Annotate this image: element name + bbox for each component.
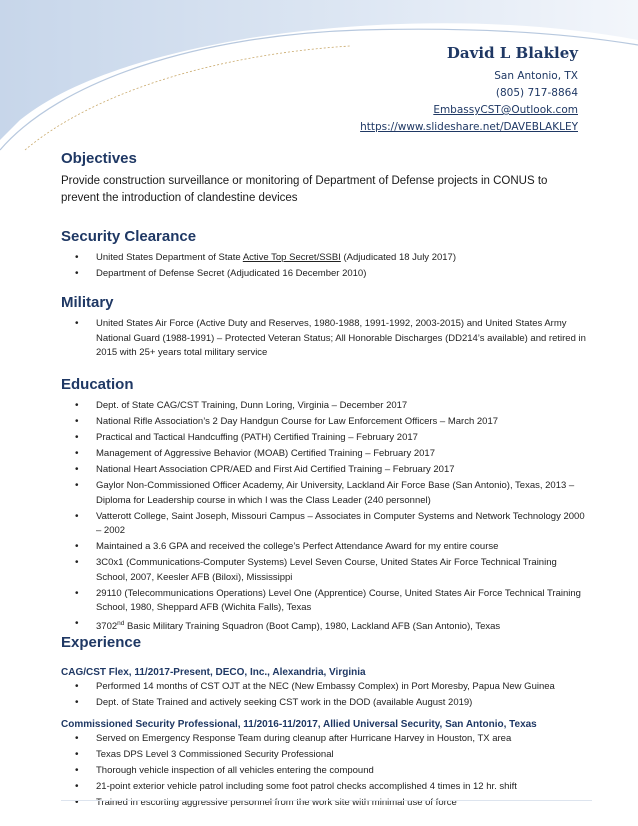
email-link[interactable]: EmbassyCST@Outlook.com — [433, 104, 578, 116]
job-duties-list — [61, 732, 591, 811]
list-item: • Dept. of State CAG/CST Training, Dunn Loring, Virginia – December 2017 — [61, 399, 591, 414]
clearance-list — [61, 251, 591, 282]
list-item: • 21-point exterior vehicle patrol including some foot patrol checks accomplished 4 times in 12 hr. shift — [61, 780, 591, 795]
education-heading: Education — [61, 376, 134, 393]
list-item: • Management of Aggressive Behavior (MOAB) Certified Training – February 2017 — [61, 447, 591, 462]
job-title: Commissioned Security Professional, 11/2016-11/2017, Allied Universal Security, San Antonio, Texas — [61, 718, 537, 730]
list-item: • Trained in escorting aggressive personnel from the work site with minimal use of force — [61, 796, 591, 811]
list-item: • 29110 (Telecommunications Operations) Level One (Apprentice) Course, United States Air Force Technical Training School, 1980, Sheppard AFB (Wichita Falls), Texas — [61, 587, 591, 616]
list-item: • Gaylor Non-Commissioned Officer Academy, Air University, Lackland Air Force Base (San Antonio), Texas, 2013 – Diploma for Leadership course in which I was the Class Leader (240 personnel) — [61, 479, 591, 508]
objectives-line-2: prevent the introduction of clandestine devices — [61, 192, 298, 204]
experience-heading: Experience — [61, 634, 142, 651]
course-text: Basic Military Training Squadron (Boot Camp), 1980, Lackland AFB (San Antonio), Texas — [124, 621, 501, 633]
objectives-heading: Objectives — [61, 150, 137, 167]
city: San Antonio, TX — [494, 70, 578, 82]
list-item: • 3C0x1 (Communications-Computer Systems) Level Seven Course, United States Air Force Technical Training School, 2007, Keesler AFB (Biloxi), Mississippi — [61, 556, 591, 585]
military-heading: Military — [61, 294, 114, 311]
list-item: • Thorough vehicle inspection of all vehicles entering the compound — [61, 764, 591, 779]
phone: (805) 717-8864 — [495, 87, 578, 99]
clearance-section — [61, 228, 591, 283]
list-item: • Served on Emergency Response Team during cleanup after Hurricane Harvey in Houston, TX area — [61, 732, 591, 747]
clearance-link[interactable]: Active Top Secret/SSBI — [242, 252, 341, 263]
list-item — [61, 251, 591, 266]
experience-section — [61, 634, 591, 812]
list-item: • Vatterott College, Saint Joseph, Missouri Campus – Associates in Computer Systems and Network Technology 2000 – 2002 — [61, 510, 591, 539]
list-item: • Maintained a 3.6 GPA and received the college’s Perfect Attendance Award for my entire course — [61, 540, 591, 555]
course-number: 3702 — [96, 621, 118, 633]
job-duties-list — [61, 680, 591, 711]
list-item: • National Rifle Association’s 2 Day Handgun Course for Law Enforcement Officers – March 2017 — [61, 415, 591, 430]
job-title: CAG/CST Flex, 11/2017-Present, DECO, Inc., Alexandria, Virginia — [61, 667, 366, 678]
candidate-name: David L Blakley — [446, 44, 578, 62]
clearance-text: (Adjudicated 18 July 2017) — [340, 252, 456, 263]
clearance-heading: Security Clearance — [61, 228, 197, 245]
military-list — [61, 317, 591, 361]
list-item — [61, 617, 591, 635]
website-link[interactable]: https://www.slideshare.net/DAVEBLAKLEY — [360, 121, 578, 133]
education-list — [61, 399, 591, 635]
education-section — [61, 376, 591, 636]
objectives-section — [61, 150, 591, 207]
list-item: • Dept. of State Trained and actively seeking CST work in the DOD (available August 2019) — [61, 696, 591, 711]
list-item: • Performed 14 months of CST OJT at the NEC (New Embassy Complex) in Port Moresby, Papua New Guinea — [61, 680, 591, 695]
objectives-line-1: Provide construction surveillance or monitoring of Department of Defense projects in CONUS to — [61, 175, 548, 187]
clearance-text: United States Department of State — [96, 252, 243, 263]
military-section — [61, 294, 591, 362]
objectives-text — [61, 173, 591, 207]
contact-block — [360, 44, 578, 136]
ordinal-suffix: nd — [117, 620, 125, 627]
list-item: • Texas DPS Level 3 Commissioned Security Professional — [61, 748, 591, 763]
list-item: • United States Air Force (Active Duty and Reserves, 1980-1988, 1991-1992, 2003-2015) and United States Army National Guard (1988-1991) – Protected Veteran Status; All Honorable Discharges (DD214’s available) and retired in 2015 with 25+ years total military service — [61, 317, 591, 361]
list-item: • Practical and Tactical Handcuffing (PATH) Certified Training – February 2017 — [61, 431, 591, 446]
list-item: • Department of Defense Secret (Adjudicated 16 December 2010) — [61, 267, 591, 282]
list-item: • National Heart Association CPR/AED and First Aid Certified Training – February 2017 — [61, 463, 591, 478]
page-bottom-divider — [61, 800, 592, 801]
